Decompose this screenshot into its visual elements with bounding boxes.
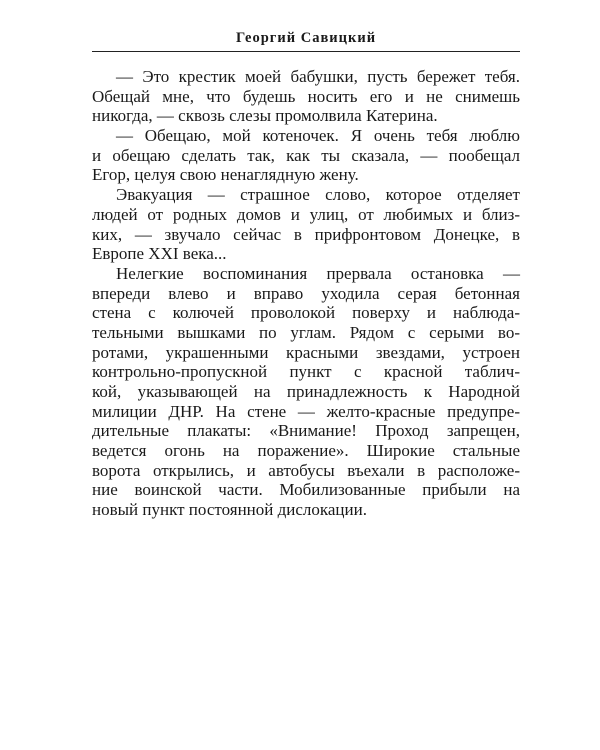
text-line: ние воинской части. Мобилизованные прибыли на xyxy=(92,480,520,500)
text-line: ротами, украшенными красными звездами, устроен xyxy=(92,342,520,362)
running-header: Георгий Савицкий xyxy=(235,30,377,46)
text-line: никогда, — сквозь слезы промолвила Катерина. xyxy=(92,106,438,126)
text-line: стена с колючей проволокой поверху и наблюда- xyxy=(92,303,520,323)
text-line: тельными вышками по углам. Рядом с серыми во- xyxy=(92,322,520,342)
text-line: Европе XXI века... xyxy=(92,244,227,264)
text-line: дительные плакаты: «Внимание! Проход запрещен, xyxy=(92,421,520,441)
text-line: Егор, целуя свою ненаглядную жену. xyxy=(92,165,359,185)
text-line: — Это крестик моей бабушки, пусть бережет тебя. xyxy=(116,67,520,86)
text-line: новый пункт постоянной дислокации. xyxy=(92,500,367,520)
text-line: ких, — звучало сейчас в прифронтовом Донецке, в xyxy=(92,224,520,244)
text-line: впереди влево и вправо уходила серая бетонная xyxy=(92,283,520,303)
page-body xyxy=(92,67,520,520)
text-line: людей от родных домов и улиц, от любимых и близ- xyxy=(92,204,520,224)
header-rule xyxy=(92,51,520,52)
text-line: Обещай мне, что будешь носить его и не снимешь xyxy=(92,86,520,106)
text-line: кой, указывающей на принадлежность к Народной xyxy=(92,382,520,401)
text-line: и обещаю сделать так, как ты сказала, — пообещал xyxy=(92,145,520,165)
text-line: контрольно-пропускной пункт с красной таблич- xyxy=(92,362,520,382)
text-line: — Обещаю, мой котеночек. Я очень тебя люблю xyxy=(116,126,520,146)
text-line: Нелегкие воспоминания прервала остановка — xyxy=(116,263,520,283)
text-line: ведется огонь на поражение». Широкие стальные xyxy=(92,441,520,461)
text-line: ворота открылись, и автобусы въехали в расположе- xyxy=(92,460,520,480)
text-line: милиции ДНР. На стене — желто-красные предупре- xyxy=(92,401,520,421)
text-line: Эвакуация — страшное слово, которое отделяет xyxy=(116,185,520,205)
